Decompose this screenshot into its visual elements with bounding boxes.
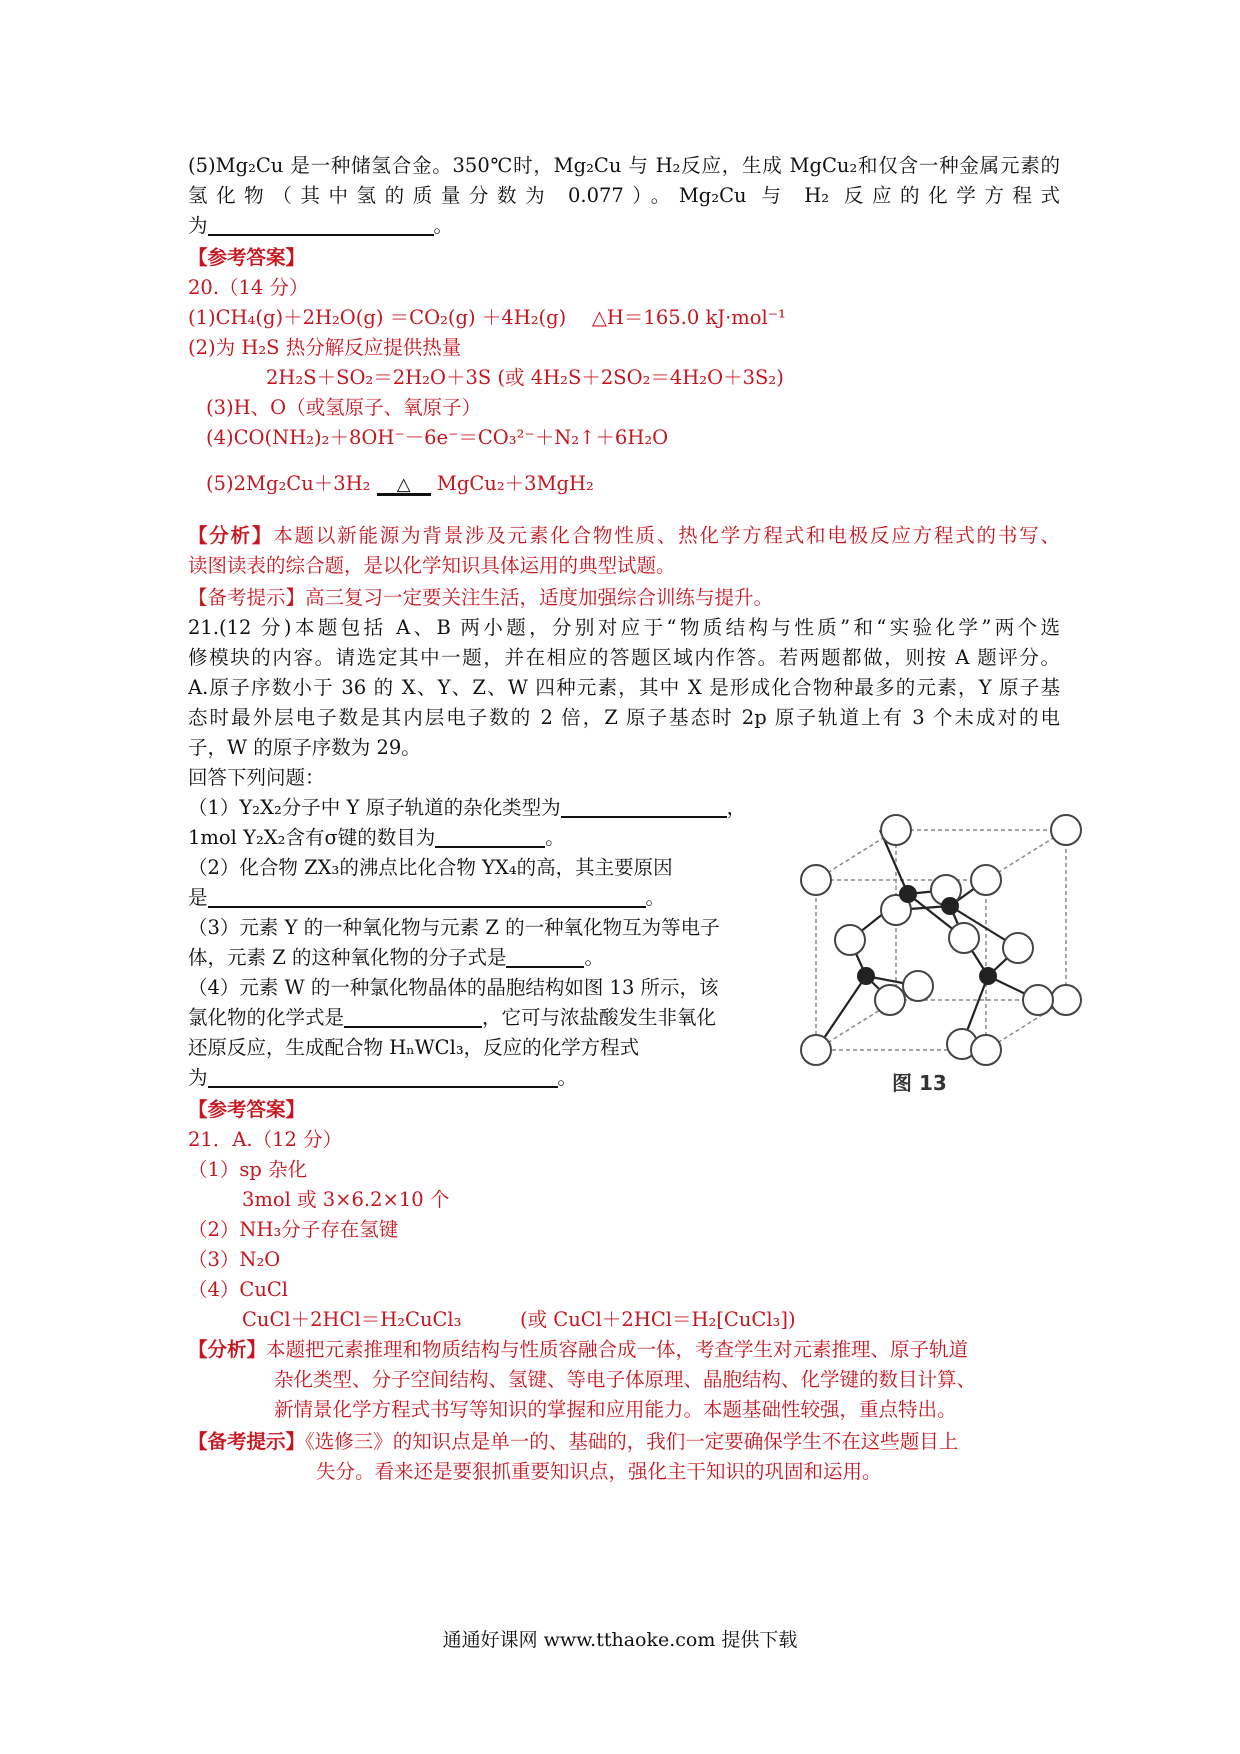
tip-tag: 【备考提示】: [188, 1430, 306, 1453]
answer-blank[interactable]: [208, 884, 646, 908]
answer-heading: 【参考答案】: [188, 1098, 306, 1121]
q21-sub-4d: 为 。: [188, 1066, 578, 1089]
analysis-21-line-2: 杂化类型、分子空间结构、氢键、等电子体原理、晶胞结构、化学键的数目计算、: [274, 1368, 977, 1391]
answer-blank[interactable]: [506, 944, 584, 968]
q21-sub-3a: （3）元素 Y 的一种氧化物与元素 Z 的一种氧化物互为等电子: [188, 916, 720, 939]
analysis-20-line-2: 读图读表的综合题，是以化学知识具体运用的典型试题。: [188, 554, 676, 577]
q21-sub-2b: 是 。: [188, 886, 666, 909]
footer-credit: 通通好课网 www.tthaoke.com 提供下载: [442, 1629, 798, 1651]
tip-21-line-2: 失分。看来还是要狠抓重要知识点，强化主干知识的巩固和运用。: [316, 1460, 882, 1483]
q21-line-6: 回答下列问题：: [188, 766, 325, 789]
tip-tag: 【备考提示】: [188, 586, 306, 609]
answer-20-part-5: [206, 468, 594, 500]
answer-20-part-4: (4)CO(NH₂)₂＋8OH⁻－6e⁻＝CO₃²⁻＋N₂↑＋6H₂O: [206, 426, 669, 449]
q21-sub-4c: 还原反应，生成配合物 HₙWCl₃，反应的化学方程式: [188, 1036, 640, 1059]
q21-sub-2a: （2）化合物 ZX₃的沸点比化合物 YX₄的高，其主要原因: [188, 856, 673, 879]
answer-20-part-2-equation: 2H₂S＋SO₂＝2H₂O＋3S (或 4H₂S＋2SO₂＝4H₂O＋3S₂): [266, 366, 784, 389]
q21-sub-1a: （1）Y₂X₂分子中 Y 原子轨道的杂化类型为 ，: [188, 796, 747, 819]
answer-21-part-4: （4）CuCl: [188, 1278, 289, 1301]
answer-20-part-3: (3)H、O（或氢原子、氧原子）: [206, 396, 482, 419]
q5-line-3: [188, 210, 453, 242]
answer-heading: 【参考答案】: [188, 246, 306, 269]
q21-sub-4b: 氯化物的化学式是 ，它可与浓盐酸发生非氧化: [188, 1006, 717, 1029]
q21-sub-4a: （4）元素 W 的一种氯化物晶体的晶胞结构如图 13 所示，该: [188, 976, 719, 999]
crystal-cell-figure: [798, 808, 1088, 1098]
heat-arrow: [377, 474, 431, 496]
q21-sub-3b: 体，元素 Z 的这种氧化物的分子式是 。: [188, 946, 604, 969]
tip-21-line-1: 【备考提示】《选修三》的知识点是单一的、基础的，我们一定要确保学生不在这些题目上: [188, 1430, 959, 1453]
answer-21-part-1b: 3mol 或 3×6.2×10 个: [242, 1188, 450, 1211]
q5-end: 。: [433, 214, 454, 237]
answer-21-part-4b: CuCl＋2HCl＝H₂CuCl₃ (或 CuCl＋2HCl＝H₂[CuCl₃]): [242, 1308, 796, 1331]
q5-line-2: 氢化物（其中氢的质量分数为 0.077）。Mg₂Cu 与 H₂ 反应的化学方程式: [188, 184, 1060, 207]
equation-right: MgCu₂＋3MgH₂: [436, 472, 594, 495]
analysis-tag: 【分析】: [188, 1338, 267, 1361]
answer-blank[interactable]: [435, 824, 545, 848]
equation-left: (5)2Mg₂Cu＋3H₂: [206, 472, 371, 495]
answer-21-part-2: （2）NH₃分子存在氢键: [188, 1218, 399, 1241]
answer-20-part-2: (2)为 H₂S 热分解反应提供热量: [188, 336, 462, 359]
q21-line-5: 子，W 的原子序数为 29。: [188, 736, 421, 759]
q5-line-1: (5)Mg₂Cu 是一种储氢合金。350℃时，Mg₂Cu 与 H₂反应，生成 MgCu₂和仅含一种金属元素的: [188, 154, 1060, 177]
figure-caption: 图 13: [892, 1071, 947, 1095]
q21-line-2: 修模块的内容。请选定其中一题，并在相应的答题区域内作答。若两题都做，则按 A 题评分。: [188, 646, 1060, 669]
q21-line-1: 21.(12 分)本题包括 A、B 两小题，分别对应于“物质结构与性质”和“实验化学”两个选: [188, 616, 1060, 639]
answer-blank[interactable]: [208, 212, 434, 236]
answer-blank[interactable]: [208, 1064, 558, 1088]
heat-triangle-icon: △: [396, 474, 411, 495]
q21-line-3: A.原子序数小于 36 的 X、Y、Z、W 四种元素，其中 X 是形成化合物种最多的元素，Y 原子基: [188, 676, 1060, 699]
analysis-20-line-1: 【分析】本题以新能源为背景涉及元素化合物性质、热化学方程式和电极反应方程式的书写、: [188, 524, 1060, 547]
answer-20-part-1: (1)CH₄(g)＋2H₂O(g) ＝CO₂(g) ＋4H₂(g) △H＝165.0 kJ·mol⁻¹: [188, 306, 786, 329]
answer-21-part-3: （3）N₂O: [188, 1248, 281, 1271]
q5-prefix: 为: [188, 214, 208, 237]
answer-21-title: 21．A.（12 分）: [188, 1128, 343, 1151]
q21-sub-1b: 1mol Y₂X₂含有σ键的数目为 。: [188, 826, 565, 849]
analysis-21-line-1: 【分析】本题把元素推理和物质结构与性质容融合成一体，考查学生对元素推理、原子轨道: [188, 1338, 969, 1361]
answer-21-part-1: （1）sp 杂化: [188, 1158, 308, 1181]
q21-line-4: 态时最外层电子数是其内层电子数的 2 倍，Z 原子基态时 2p 原子轨道上有 3 个未成对的电: [188, 706, 1060, 729]
analysis-21-line-3: 新情景化学方程式书写等知识的掌握和应用能力。本题基础性较强，重点特出。: [274, 1398, 957, 1421]
tip-20: 【备考提示】高三复习一定要关注生活，适度加强综合训练与提升。: [188, 586, 774, 609]
answer-blank[interactable]: [561, 794, 727, 818]
answer-blank[interactable]: [344, 1004, 482, 1028]
answer-20-title: 20.（14 分）: [188, 276, 309, 299]
analysis-tag: 【分析】: [188, 524, 274, 547]
